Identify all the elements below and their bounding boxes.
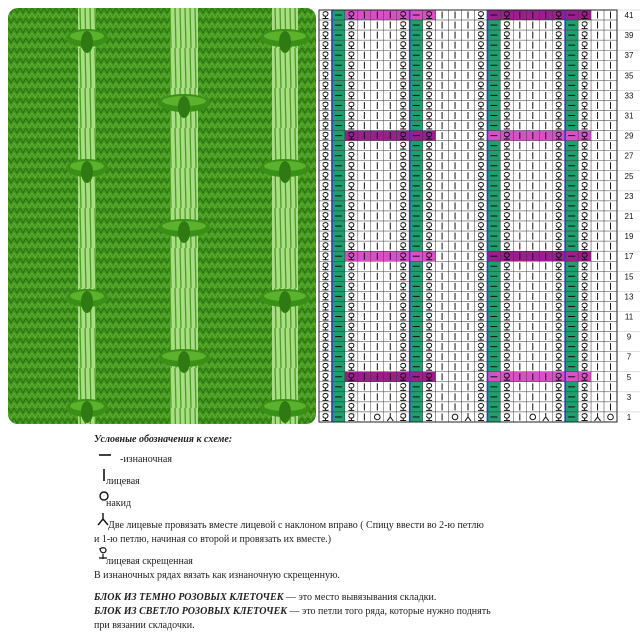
chart-cells <box>319 10 617 422</box>
dark-block-text: — это место вывязывания складки. <box>283 592 437 603</box>
light-block-note <box>94 606 491 617</box>
yarn-over-label: накид <box>106 498 132 509</box>
row-number: 35 <box>624 71 634 81</box>
k2tog-label: Две лицевые провязать вместе лицевой с наклоном вправо ( Спицу ввести во 2-ю петлю <box>108 520 484 531</box>
chart-cell <box>449 412 462 422</box>
row-number: 13 <box>624 292 634 302</box>
legend-title: Условные обозначения к схеме: <box>94 434 233 445</box>
knitting-chart <box>318 8 618 424</box>
light-block-title: БЛОК ИЗ СВЕТЛО РОЗОВЫХ КЛЕТОЧЕК <box>94 606 288 617</box>
row-number: 27 <box>624 151 634 161</box>
row-number: 11 <box>624 312 634 322</box>
row-number: 33 <box>624 91 634 101</box>
purl-symbol-icon <box>98 450 112 460</box>
chart-cell <box>371 412 384 422</box>
light-block-text: — это петли того ряда, которые нужно поднять <box>287 606 491 617</box>
row-number: 1 <box>626 412 632 422</box>
row-number: 5 <box>626 372 632 382</box>
row-number: 21 <box>624 212 634 221</box>
dark-block-title: БЛОК ИЗ ТЕМНО РОЗОВЫХ КЛЕТОЧЕК <box>94 592 284 603</box>
row-number: 7 <box>626 352 632 362</box>
row-number: 17 <box>624 252 634 262</box>
row-number: 3 <box>626 392 632 402</box>
row-number: 9 <box>626 332 632 342</box>
row-number: 25 <box>624 171 634 181</box>
light-block-note-2: при вязании складочки. <box>94 620 195 631</box>
purl-rows-note: В изнаночных рядах вязать как изнаночную скрещенную. <box>94 570 340 581</box>
row-number: 31 <box>624 111 634 121</box>
knitted-sample-photo <box>8 8 316 424</box>
row-number: 37 <box>624 51 634 61</box>
knit-label: лицевая <box>106 476 140 487</box>
chart-cell <box>526 412 539 422</box>
chart-grid <box>318 8 618 424</box>
knit-texture <box>8 8 316 424</box>
row-number: 29 <box>624 131 634 141</box>
purl-label: -изнаночная <box>120 454 172 465</box>
row-number: 41 <box>624 11 634 21</box>
chart-legend <box>94 430 534 635</box>
chart-cell <box>604 412 617 422</box>
twisted-knit-label: лицевая скрещенная <box>106 556 193 567</box>
row-number: 19 <box>624 232 634 242</box>
row-number: 15 <box>624 272 634 282</box>
row-numbers <box>618 8 640 424</box>
k2tog-label-2: и 1-ю петлю, начиная со второй и провязать их вместе.) <box>94 534 332 545</box>
row-number: 23 <box>624 191 634 201</box>
dark-block-note <box>94 592 436 603</box>
row-number: 39 <box>624 31 634 41</box>
